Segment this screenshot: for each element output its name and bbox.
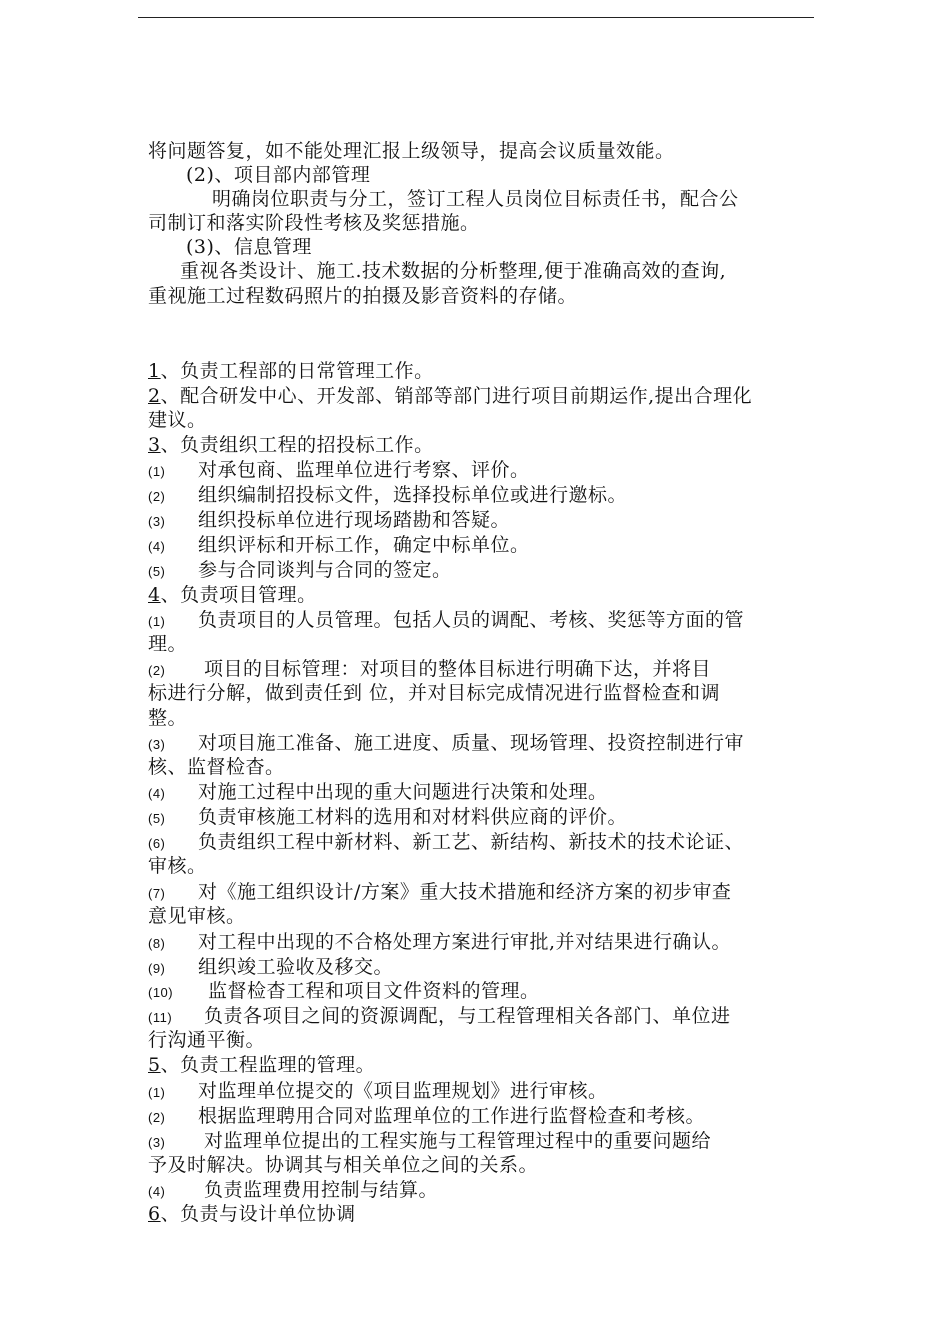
- paragraph-line: 重视施工过程数码照片的拍摄及影音资料的存储。: [148, 285, 578, 307]
- list-item: 3、负责组织工程的招投标工作。: [148, 434, 434, 456]
- section-heading: (2)、项目部内部管理: [186, 164, 371, 186]
- sub-item: (4) 负责监理费用控制与结算。: [148, 1179, 439, 1201]
- sub-item: (7) 对《施工组织设计/方案》重大技术措施和经济方案的初步审查: [148, 881, 732, 903]
- sub-item-cont: 核、监督检杳。: [148, 756, 285, 778]
- list-item: 4、负责项目管理。: [148, 584, 317, 606]
- list-item: 6、负责与设计单位协调: [148, 1203, 356, 1225]
- header-rule: [138, 17, 814, 18]
- sub-item: (3) 组织投标单位进行现场踏勘和答疑。: [148, 509, 511, 531]
- sub-item-cont: 整。: [148, 707, 188, 729]
- list-item-cont: 建议。: [148, 409, 207, 431]
- sub-item: (4) 组织评标和开标工作，确定中标单位。: [148, 534, 530, 556]
- sub-item: (10) 监督检杳工程和项目文件资料的管理。: [148, 980, 540, 1002]
- sub-item: (5) 参与合同谈判与合同的签定。: [148, 559, 452, 581]
- sub-item: (6) 负责组织工程中新材料、新工艺、新结构、新技术的技术论证、: [148, 831, 745, 853]
- paragraph-line: 明确岗位职责与分工，签订工程人员岗位目标责任书，配合公: [212, 188, 739, 210]
- sub-item: (2) 项目的目标管理：对项目的整体目标进行明确下达，并将目: [148, 658, 712, 680]
- sub-item: (1) 对承包商、监理单位进行考察、评价。: [148, 459, 530, 481]
- sub-item-cont: 标进行分解，做到责任到 位，并对目标完成情况进行监督检查和调: [148, 682, 721, 704]
- list-item: 1、负责工程部的日常管理工作。: [148, 360, 434, 382]
- sub-item: (8) 对工程中出现的不合格处理方案进行审批,并对结果进行确认。: [148, 931, 732, 953]
- list-item: 5、负责工程监理的管理。: [148, 1054, 376, 1076]
- sub-item-cont: 理。: [148, 633, 188, 655]
- intro-line: 将问题答复，如不能处理汇报上级领导，提高会议质量效能。: [148, 140, 675, 162]
- sub-item: (3) 对监理单位提出的工程实施与工程管理过程中的重要问题给: [148, 1130, 712, 1152]
- sub-item: (1) 对监理单位提交的《项目监理规划》进行审核。: [148, 1080, 608, 1102]
- sub-item: (3) 对项目施工准备、施工进度、质量、现场管理、投资控制进行审: [148, 732, 745, 754]
- sub-item: (2) 根据监理聘用合同对监理单位的工作进行监督检查和考核。: [148, 1105, 706, 1127]
- sub-item-cont: 审核。: [148, 855, 207, 877]
- list-item: 2、配合研发中心、开发部、销部等部门进行项目前期运作,提出合理化: [148, 385, 753, 407]
- paragraph-line: 重视各类设计、施工.技术数据的分析整理,便于准确高效的查询,: [180, 260, 727, 282]
- sub-item: (1) 负责项目的人员管理。包括人员的调配、考核、奖惩等方面的管: [148, 609, 745, 631]
- paragraph-line: 司制订和落实阶段性考核及奖惩措施。: [148, 212, 480, 234]
- sub-item: (4) 对施工过程中出现的重大问题进行决策和处理。: [148, 781, 608, 803]
- sub-item-cont: 意见审核。: [148, 905, 246, 927]
- sub-item-cont: 予及时解决。协调其与相关单位之间的关系。: [148, 1154, 539, 1176]
- sub-item: (11) 负责各项目之间的资源调配，与工程管理相关各部门、单位进: [148, 1005, 731, 1027]
- sub-item: (2) 组织编制招投标文件，选择投标单位或进行邀标。: [148, 484, 628, 506]
- sub-item: (9) 组织竣工验收及移交。: [148, 956, 394, 978]
- sub-item-cont: 行沟通平衡。: [148, 1029, 266, 1051]
- sub-item: (5) 负责审核施工材料的选用和对材料供应商的评价。: [148, 806, 628, 828]
- section-heading: (3)、信息管理: [186, 236, 312, 258]
